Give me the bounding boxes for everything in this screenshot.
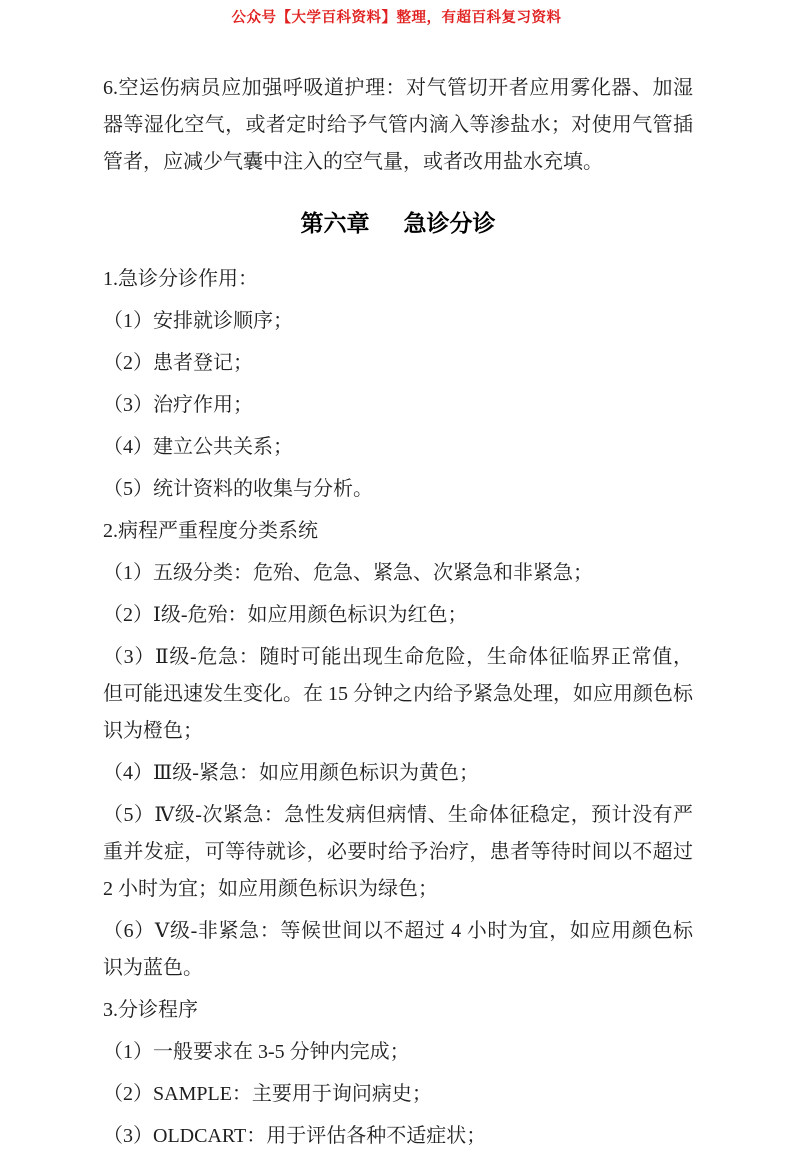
paragraph: （1）一般要求在 3-5 分钟内完成； (103, 1041, 410, 1063)
paragraph: （2）SAMPLE：主要用于询问病史； (103, 1083, 432, 1105)
paragraph: 2.病程严重程度分类系统 (103, 520, 318, 542)
paragraph: （4）建立公共关系； (103, 436, 293, 458)
paragraph: 1.急诊分诊作用： (103, 268, 258, 290)
paragraph: （3）治疗作用； (103, 394, 253, 416)
chapter-number: 第六章 (300, 211, 370, 236)
paragraph: （5）统计资料的收集与分析。 (103, 478, 373, 500)
paragraph: （1）五级分类：危殆、危急、紧急、次紧急和非紧急； (103, 562, 593, 584)
paragraph: （3）OLDCART：用于评估各种不适症状； (103, 1125, 487, 1147)
paragraph: （2）Ⅰ级-危殆：如应用颜色标识为红色； (103, 604, 468, 626)
paragraph: 6.空运伤病员应加强呼吸道护理：对气管切开者应用雾化器、加湿器等湿化空气，或者定时给予气管内滴入等渗盐水；对使用气管插管者，应减少气囊中注入的空气量，或者改用盐水充填。 (103, 77, 693, 173)
watermark-header: 公众号【大学百科资料】整理，有超百科复习资料 (231, 10, 562, 26)
chapter-name: 急诊分诊 (403, 211, 496, 236)
document-body (0, 28, 793, 1155)
paragraph: （4）Ⅲ级-紧急：如应用颜色标识为黄色； (103, 762, 479, 784)
paragraph: （6）Ⅴ级-非紧急：等候世间以不超过 4 小时为宜，如应用颜色标识为蓝色。 (103, 920, 693, 979)
paragraph: 3.分诊程序 (103, 999, 198, 1021)
paragraph: （2）患者登记； (103, 352, 253, 374)
paragraph: （3）Ⅱ级-危急：随时可能出现生命危险，生命体征临界正常值，但可能迅速发生变化。在 15 分钟之内给予紧急处理，如应用颜色标识为橙色； (103, 646, 693, 742)
chapter-title (103, 207, 693, 241)
paragraph: （1）安排就诊顺序； (103, 310, 293, 332)
paragraph: （5）Ⅳ级-次紧急：急性发病但病情、生命体征稳定，预计没有严重并发症，可等待就诊，必要时给予治疗，患者等待时间以不超过 2 小时为宜；如应用颜色标识为绿色； (103, 804, 693, 900)
